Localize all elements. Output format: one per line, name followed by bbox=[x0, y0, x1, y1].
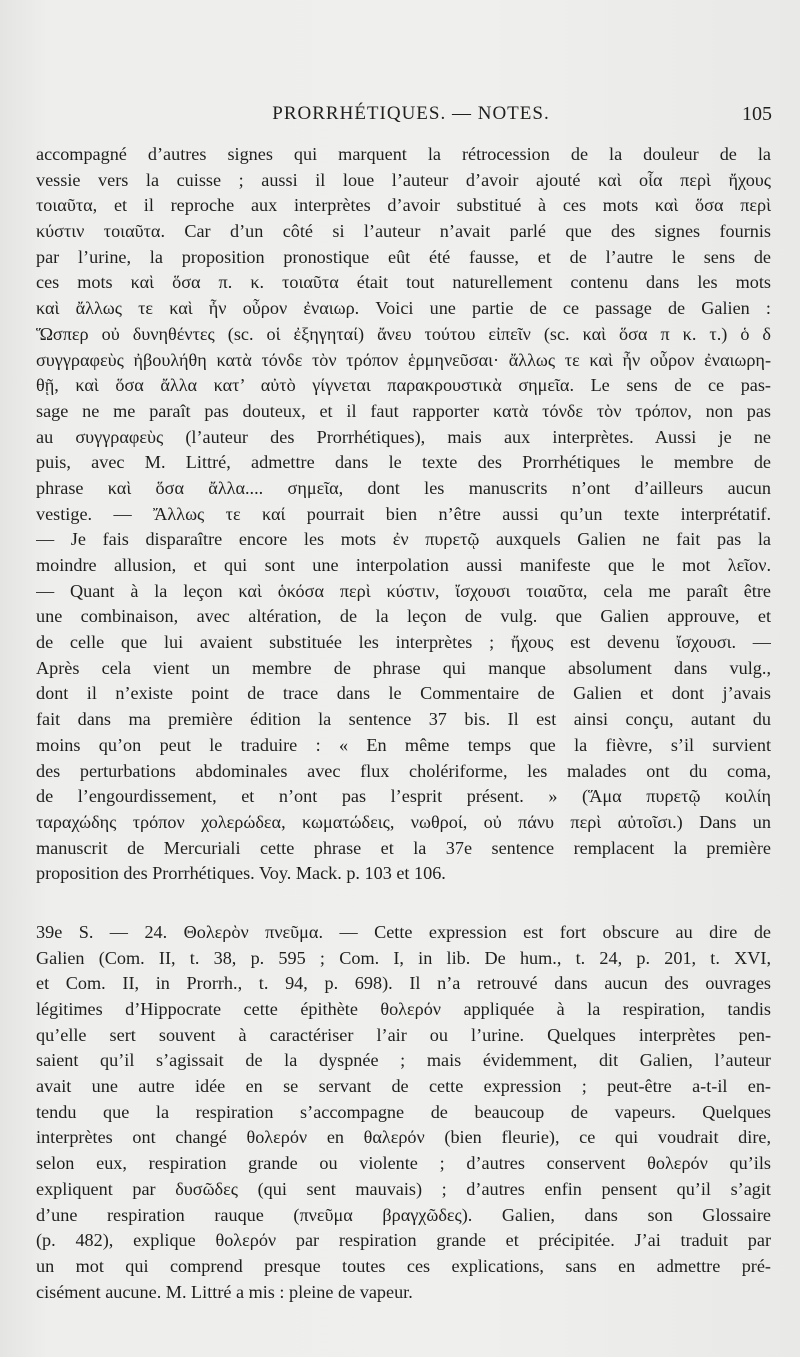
text-line: saient qu’il s’agissait de la dyspnée ; mais évidemment, dit Galien, l’auteur bbox=[36, 1050, 771, 1071]
text-line: proposition des Prorrhétiques. Voy. Mack. p. 103 et 106. bbox=[36, 863, 446, 884]
text-line: phrase καὶ ὅσα ἄλλα.... σημεῖα, dont les manuscrits n’ont d’ailleurs aucun bbox=[36, 477, 771, 498]
text-line: (p. 482), explique θολερόν par respiration grande et précipitée. J’ai traduit par bbox=[36, 1230, 771, 1251]
text-line: Après cela vient un membre de phrase qui manque absolument dans vulg., bbox=[36, 657, 771, 678]
text-line: καὶ ἄλλως τε καὶ ἦν οὖρον ἐναιωρ. Voici une partie de ce passage de Galien : bbox=[36, 298, 771, 319]
text-line: tendu que la respiration s’accompagne de beaucoup de vapeurs. Quelques bbox=[36, 1101, 771, 1122]
text-line: une combinaison, avec altération, de la leçon de vulg. que Galien approuve, et bbox=[36, 606, 771, 627]
text-line: d’une respiration rauque (πνεῦμα βραγχῶδες). Galien, dans son Glossaire bbox=[36, 1204, 771, 1225]
running-title: PRORRHÉTIQUES. — NOTES. bbox=[272, 103, 550, 124]
text-line: au συγγραφεὺς (l’auteur des Prorrhétiques), mais aux interprètes. Aussi je ne bbox=[36, 426, 771, 447]
text-line: qu’elle sert souvent à caractériser l’air ou l’urine. Quelques interprètes pen- bbox=[36, 1024, 771, 1045]
page-header bbox=[36, 103, 786, 133]
text-line: avait une autre idée en se servant de cette expression ; peut-être a-t-il en- bbox=[36, 1076, 771, 1097]
text-line: sage ne me paraît pas douteux, et il faut rapporter κατὰ τόνδε τὸν τρόπον, non pas bbox=[36, 400, 771, 421]
text-line: θῇ, καὶ ὅσα ἄλλα κατ’ αὐτὸ γίγνεται παρακρουστικὰ σημεῖα. Le sens de ce pas- bbox=[36, 375, 771, 396]
page-number: 105 bbox=[742, 103, 772, 125]
paragraph-note-39 bbox=[36, 920, 771, 1305]
text-line: κύστιν τοιαῦτα. Car d’un côté si l’auteur n’avait parlé que des signes fournis bbox=[36, 221, 771, 242]
text-line: un mot qui comprend presque toutes ces explications, sans en admettre pré- bbox=[36, 1255, 771, 1276]
text-line: de l’engourdissement, et n’ont pas l’esprit présent. » (Ἅμα πυρετῷ κοιλίη bbox=[36, 786, 771, 807]
text-line: légitimes d’Hippocrate cette épithète θολερόν appliquée à la respiration, tandis bbox=[36, 999, 771, 1019]
text-line: moindre allusion, et qui sont une interpolation aussi manifeste que le mot λεῖον. bbox=[36, 555, 771, 575]
text-line: Ὥσπερ οὐ δυνηθέντες (sc. οἱ ἐξηγηταί) ἄνευ τούτου εἰπεῖν (sc. καὶ ὅσα π κ. τ.) ὁ δ bbox=[36, 323, 771, 344]
text-line: de celle que lui avaient substituée les interprètes ; ἤχους est devenu ἴσχουσι. — bbox=[36, 632, 771, 653]
text-line: συγγραφεὺς ἠβουλήθη κατὰ τόνδε τὸν τρόπον ἑρμηνεῦσαι· ἄλλως τε καὶ ἦν οὖρον ἐναιωρη- bbox=[36, 349, 771, 370]
text-line: des perturbations abdominales avec flux cholériforme, les malades ont du coma, bbox=[36, 760, 771, 781]
body-text bbox=[36, 142, 771, 1305]
text-line: τοιαῦτα, et il reproche aux interprètes d’avoir substitué à ces mots καὶ ὅσα περὶ bbox=[36, 195, 771, 216]
paragraph-gap bbox=[36, 887, 771, 920]
text-line: ces mots καὶ ὅσα π. κ. τοιαῦτα était tout naturellement contenu dans les mots bbox=[36, 272, 771, 293]
text-line: vessie vers la cuisse ; aussi il loue l’auteur d’avoir ajouté καὶ οἷα περὶ ἤχους bbox=[36, 169, 771, 190]
text-line: vestige. — Ἄλλως τε καί pourrait bien n’être aussi qu’un texte interprétatif. bbox=[36, 503, 771, 524]
text-line: 39e S. — 24. Θολερὸν πνεῦμα. — Cette expression est fort obscure au dire de bbox=[36, 921, 771, 942]
text-line: par l’urine, la proposition pronostique eût été fausse, et de l’autre le sens de bbox=[36, 246, 771, 267]
text-line: interprètes ont changé θολερόν en θαλερόν (bien fleurie), ce qui voudrait dire, bbox=[36, 1127, 771, 1148]
text-line: cisément aucune. M. Littré a mis : pleine de vapeur. bbox=[36, 1281, 413, 1302]
text-line: ταραχώδης τρόπον χολερώδεα, κωματώδεις, νωθροί, οὐ πάνυ περὶ αὐτοῖσι.) Dans un bbox=[36, 811, 771, 832]
text-line: dont il n’existe point de trace dans le Commentaire de Galien et dont j’avais bbox=[36, 683, 771, 704]
text-line: — Je fais disparaître encore les mots ἐν πυρετῷ auxquels Galien ne fait pas la bbox=[36, 529, 771, 550]
text-line: moins qu’on peut le traduire : « En même temps que la fièvre, s’il survient bbox=[36, 734, 771, 755]
text-line: selon eux, respiration grande ou violente ; d’autres conservent θολερόν qu’ils bbox=[36, 1153, 771, 1174]
text-line: fait dans ma première édition la sentence 37 bis. Il est ainsi conçu, autant du bbox=[36, 709, 771, 730]
text-line: et Com. II, in Prorrh., t. 94, p. 698). Il n’a retrouvé dans aucun des ouvrages bbox=[36, 973, 771, 994]
text-line: — Quant à la leçon καὶ ὁκόσα περὶ κύστιν, ἴσχουσι τοιαῦτα, cela me paraît être bbox=[36, 580, 771, 601]
text-line: Galien (Com. II, t. 38, p. 595 ; Com. I, in lib. De hum., t. 24, p. 201, t. XVI, bbox=[36, 947, 771, 968]
text-line: puis, avec M. Littré, admettre dans le texte des Prorrhétiques le membre de bbox=[36, 452, 771, 473]
text-line: manuscrit de Mercuriali cette phrase et la 37e sentence remplacent la première bbox=[36, 837, 771, 858]
text-line: expliquent par δυσῶδες (qui sent mauvais) ; d’autres enfin pensent qu’il s’agit bbox=[36, 1178, 771, 1199]
paragraph-notes-continued bbox=[36, 142, 771, 887]
text-line: accompagné d’autres signes qui marquent la rétrocession de la douleur de la bbox=[36, 144, 771, 164]
